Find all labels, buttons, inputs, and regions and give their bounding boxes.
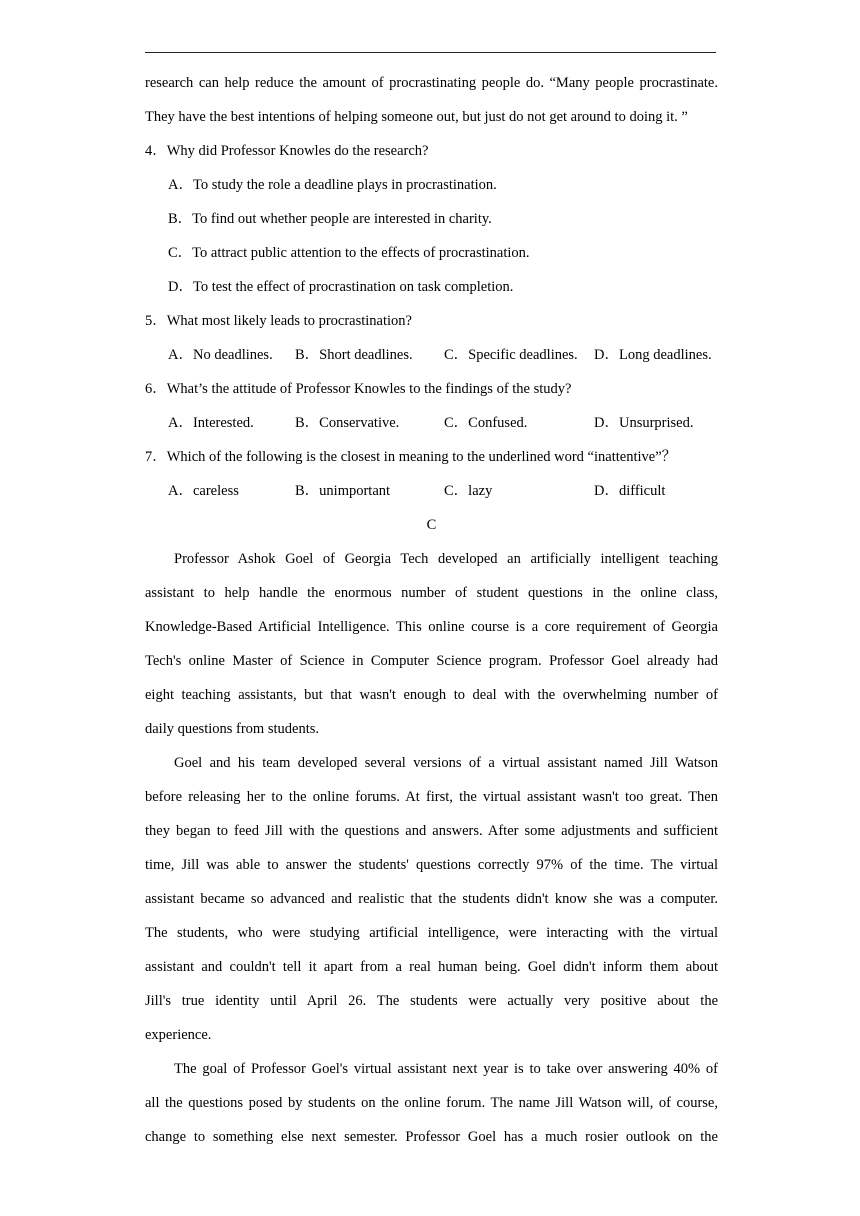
question-5-option-a: A．No deadlines. (168, 347, 273, 363)
question-7-options (145, 474, 718, 508)
question-5-option-c: C．Specific deadlines. (444, 347, 578, 363)
header-rule (145, 52, 716, 53)
document-body (145, 66, 718, 1154)
question-7-option-c: C．lazy (444, 483, 493, 499)
question-6-option-a: A．Interested. (168, 415, 254, 431)
question-4-option-c: C．To attract public attention to the effects of procrastination. (168, 245, 530, 261)
question-7-option-a: A．careless (168, 483, 239, 499)
text-line: they began to feed Jill with the questions and answers. After some adjustments and sufficient (145, 823, 718, 839)
question-6-option-c: C．Confused. (444, 415, 528, 431)
question-7-option-b: B．unimportant (295, 483, 391, 499)
text-line: assistant became so advanced and realistic that the students didn't know she was a computer. (145, 891, 718, 907)
question-6-options (145, 406, 718, 440)
text-line: before releasing her to the online forums. At first, the virtual assistant wasn't too great. Then (145, 789, 718, 805)
text-line: Goel and his team developed several versions of a virtual assistant named Jill Watson (174, 755, 718, 771)
question-5-option-b: B．Short deadlines. (295, 347, 413, 363)
question-4-stem: 4．Why did Professor Knowles do the research? (145, 143, 429, 159)
question-5-options (145, 338, 718, 372)
text-line: experience. (145, 1027, 212, 1043)
text-line: research can help reduce the amount of procrastinating people do. “Many people procrastinate. (145, 75, 718, 91)
question-4-option-d: D．To test the effect of procrastination on task completion. (168, 279, 514, 295)
text-line: change to something else next semester. Professor Goel has a much rosier outlook on the (145, 1129, 718, 1145)
text-line: The students, who were studying artificial intelligence, were interacting with the virtual (145, 925, 718, 941)
question-6-option-d: D．Unsurprised. (594, 415, 694, 431)
text-line: assistant to help handle the enormous number of student questions in the online class, (145, 585, 718, 601)
text-line: eight teaching assistants, but that wasn't enough to deal with the overwhelming number of (145, 687, 718, 703)
question-5-stem: 5．What most likely leads to procrastination? (145, 313, 412, 329)
question-7-stem: 7．Which of the following is the closest in meaning to the underlined word “inattentive”？ (145, 449, 677, 465)
text-line: all the questions posed by students on the online forum. The name Jill Watson will, of course, (145, 1095, 718, 1111)
text-line: Knowledge-Based Artificial Intelligence. This online course is a core requirement of Georgia (145, 619, 718, 635)
text-line: They have the best intentions of helping someone out, but just do not get around to doing it. ” (145, 109, 688, 125)
question-6-option-b: B．Conservative. (295, 415, 400, 431)
text-line: daily questions from students. (145, 721, 319, 737)
section-c-heading: C (426, 517, 437, 533)
text-line: Tech's online Master of Science in Computer Science program. Professor Goel already had (145, 653, 718, 669)
text-line: assistant and couldn't tell it apart from a real human being. Goel didn't inform them about (145, 959, 718, 975)
question-5-option-d: D．Long deadlines. (594, 347, 712, 363)
question-6-stem: 6．What’s the attitude of Professor Knowles to the findings of the study? (145, 381, 572, 397)
text-line: Jill's true identity until April 26. The students were actually very positive about the (145, 993, 718, 1009)
question-4-option-b: B．To find out whether people are interested in charity. (168, 211, 492, 227)
question-7-option-d: D．difficult (594, 483, 666, 499)
question-4-option-a: A．To study the role a deadline plays in procrastination. (168, 177, 497, 193)
text-line: time, Jill was able to answer the students' questions correctly 97% of the time. The virtual (145, 857, 718, 873)
text-line: The goal of Professor Goel's virtual assistant next year is to take over answering 40% of (174, 1061, 718, 1077)
text-line: Professor Ashok Goel of Georgia Tech developed an artificially intelligent teaching (174, 551, 718, 567)
